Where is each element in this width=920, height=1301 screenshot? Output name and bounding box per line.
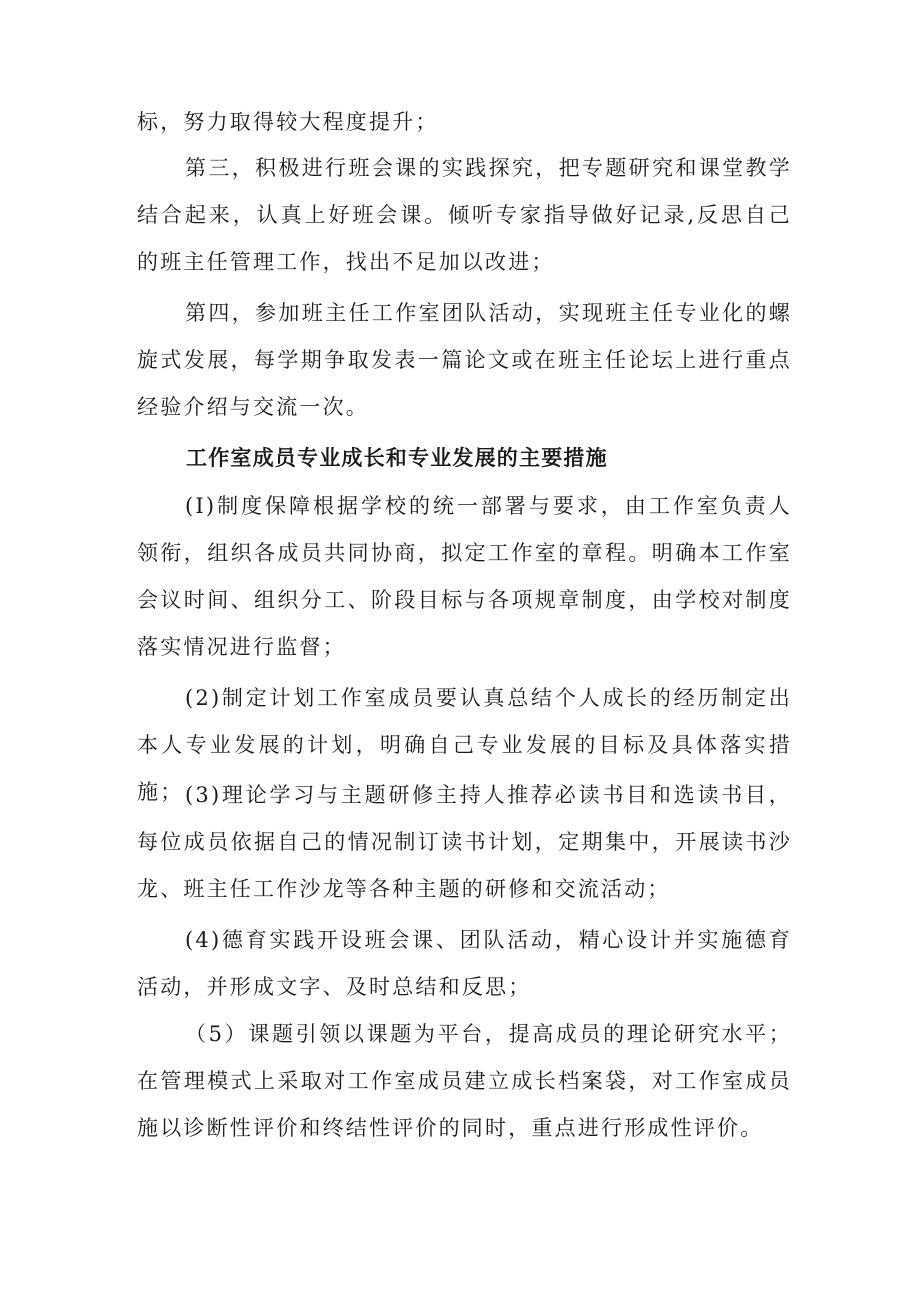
paragraph-third-point: 第三，积极进行班会课的实践探究，把专题研究和课堂教学结合起来，认真上好班会课。倾听专家指导做好记录,反思自己的班主任管理工作，找出不足加以改进；	[137, 156, 792, 274]
measure-4-moral-practice: (4)德育实践开设班会课、团队活动，精心设计并实施德育活动，并形成文字、及时总结和反思；	[137, 928, 792, 999]
paragraph-fourth-point: 第四，参加班主任工作室团队活动，实现班主任专业化的螺旋式发展，每学期争取发表一篇论文或在班主任论坛上进行重点经验介绍与交流一次。	[137, 301, 792, 419]
section-heading: 工作室成员专业成长和专业发展的主要措施	[186, 446, 608, 470]
measure-3-study: (3)理论学习与主题研修主持人推荐必读书目和选读书目，每位成员依据自己的情况制订读书计划，定期集中，开展读书沙龙、班主任工作沙龙等各种主题的研修和交流活动；	[137, 783, 792, 901]
paragraph-continuation: 标，努力取得较大程度提升；	[137, 110, 439, 134]
measure-1-system-guarantee: (I)制度保障根据学校的统一部署与要求，由工作室负责人领衔，组织各成员共同协商，拟定工作室的章程。明确本工作室会议时间、组织分工、阶段目标与各项规章制度，由学校对制度落实情况进行监督；	[137, 494, 792, 659]
measure-2-planning: (2)制定计划工作室成员要认真总结个人成长的经历制定出本人专业发展的计划，明确自己专业发展的目标及具体落实措施；	[137, 686, 792, 804]
measure-5-research-topic: （5）课题引领以课题为平台，提高成员的理论研究水平；在管理模式上采取对工作室成员建立成长档案袋，对工作室成员施以诊断性评价和终结性评价的同时，重点进行形成性评价。	[137, 1022, 792, 1140]
